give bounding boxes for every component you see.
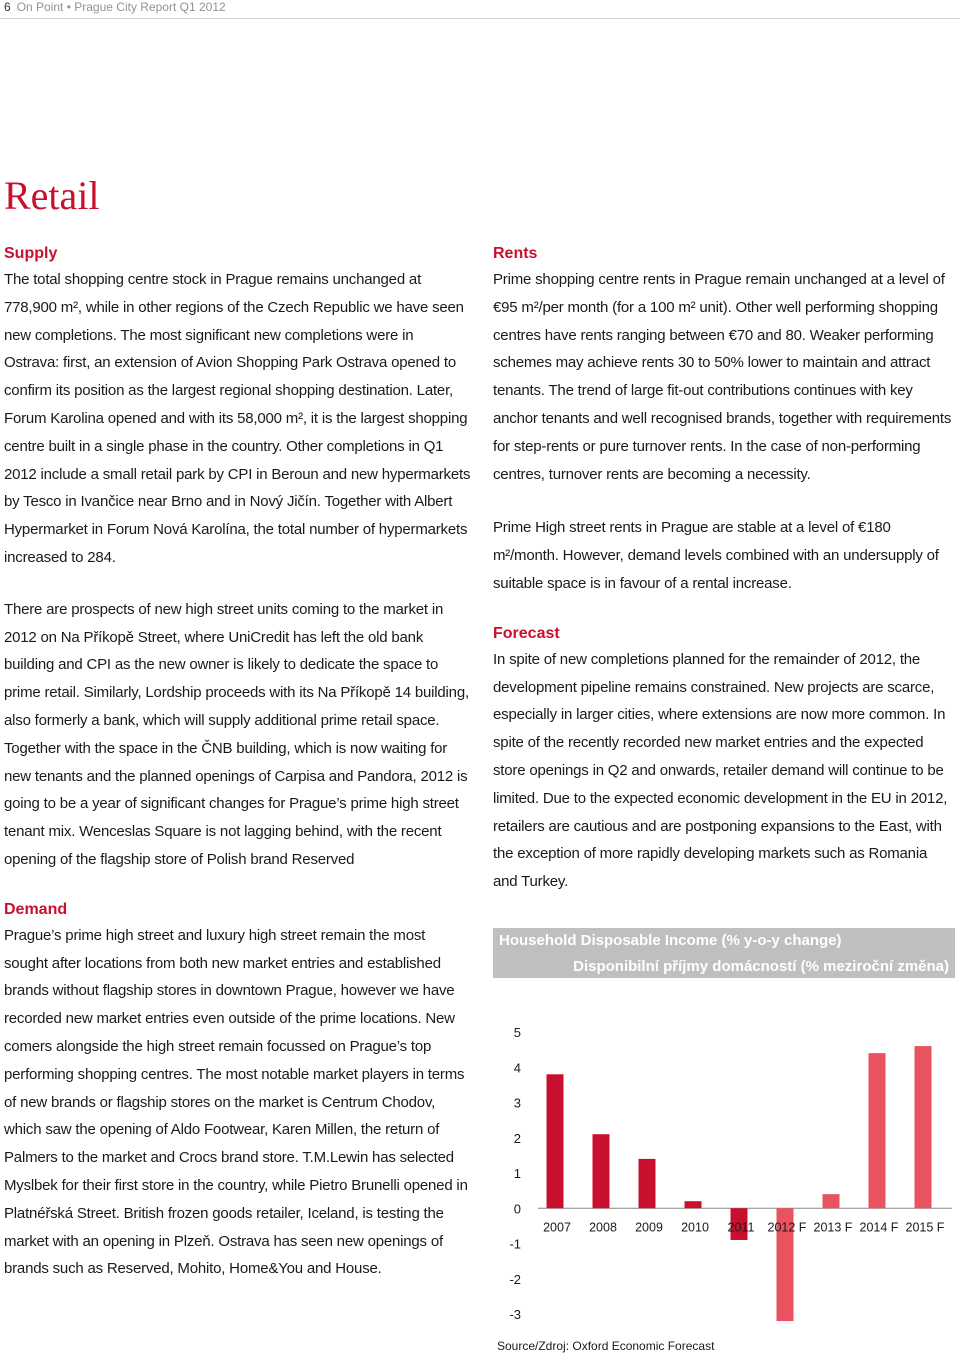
y-tick-label: 3 [513,1095,521,1111]
demand-paragraph: Prague’s prime high street and luxury high street remain the most sought after locations from both new market entries and established brands without flagship stores in downtown Prague, however we have recorded new market entries even outside of the prime locations. New comers alongside the high street remain focussed on Prague’s top performing shopping centres. The most notable market players in terms of new brands or flagship stores on the market is Centrum Chodov, which saw the opening of Aldo Footwear, Karen Millen, the return of Palmers to the market and Crocs brand store. T.M.Lewin has selected Myslbek for their first store in the country, while Pietro Brunelli opened in Platnéřská Street. British frozen goods retailer, Iceland, is testing the market with an opening in Plzeň. Ostrava has seen new openings of brands such as Reserved, Mohito, Home&You and House. [4,926,468,1278]
chart-source: Source/Zdroj: Oxford Economic Forecast [497,1339,715,1353]
bar [685,1201,702,1208]
bar [823,1194,840,1208]
supply-paragraph-1: The total shopping centre stock in Prague remains unchanged at 778,900 m², while in other regions of the Czech Republic we have seen new completions. The most significant new completions were in Ostrava: first, an extension of Avion Shopping Park Ostrava opened to confirm its position as the largest regional shopping destination. Later, Forum Karolina opened and with its 58,000 m², it is the largest shopping centre built in a single phase in the country. Other completions in Q1 2012 include a small retail park by CPI in Beroun and new hypermarkets by Tesco in Ivančice near Brno and in Nový Jičín. Together with Albert Hypermarket in Forum Nová Karolína, the total number of hypermarkets increased to 284. [4,271,471,566]
y-tick-label: -3 [509,1307,521,1322]
y-tick-label: 2 [513,1130,521,1146]
chart-title: Household Disposable Income (% y-o-y change) [499,932,842,949]
x-tick-label: 2007 [543,1220,571,1235]
bar [915,1046,932,1208]
x-tick-label: 2015 F [905,1220,945,1235]
y-tick-label: 0 [513,1201,521,1217]
forecast-paragraph: In spite of new completions planned for the remainder of 2012, the development pipeline remains constrained. New projects are scarce, especially in larger cities, where extensions are now more common. In spite of the recently recorded new market entries and the expected store openings in Q2 and onwards, retailer demand will continue to be limited. Due to the expected economic development in the EU in 2012, retailers are cautious and are postponing expansions to the East, with the exception of more rapidly developing markets such as Romania and Turkey. [493,650,948,891]
right-column [493,242,955,896]
running-title: On Point • Prague City Report Q1 2012 [16,0,226,14]
x-tick-label: 2009 [635,1220,663,1235]
page-title: Retail [4,173,100,218]
bar [869,1053,886,1208]
running-header [4,0,226,14]
supply-heading: Supply [4,245,58,262]
x-tick-label: 2013 F [813,1220,853,1235]
y-tick-label: 5 [513,1025,521,1040]
chart-plot [493,978,955,1338]
header-divider [0,18,960,19]
page-number: 6 [4,0,11,14]
bar [547,1074,564,1208]
x-tick-label: 2012 F [767,1220,807,1235]
bar [593,1134,610,1208]
y-tick-label: 4 [513,1060,521,1076]
left-column [4,242,472,1283]
y-tick-label: 1 [513,1166,521,1181]
forecast-heading: Forecast [493,624,560,642]
y-tick-label: -2 [509,1271,521,1287]
x-tick-label: 2014 F [859,1220,899,1235]
x-tick-label: 2011 [727,1220,755,1235]
rents-paragraph-1: Prime shopping centre rents in Prague remain unchanged at a level of €95 m²/per month (for a 100 m² unit). Other well performing shopping centres have rents ranging between €70 and 80. Weaker performing schemes may achieve rents 30 to 50% lower to maintain and attract tenants. The trend of large fit-out contributions continues with key anchor tenants and well recognised brands, together with requirements for step-rents or pure turnover rents. In the case of non-performing centres, turnover rents are becoming a necessity. [493,271,952,483]
y-tick-label: -1 [509,1236,521,1252]
rents-heading: Rents [493,245,538,262]
chart-subtitle: Disponibilní příjmy domácností (% meziroční změna) [573,958,949,975]
income-chart [493,928,955,1360]
x-tick-label: 2010 [681,1220,709,1235]
demand-heading: Demand [4,900,68,918]
x-tick-label: 2008 [589,1220,617,1235]
chart-header [493,928,955,978]
bar [639,1159,656,1208]
supply-paragraph-2: There are prospects of new high street units coming to the market in 2012 on Na Příkopě Street, where UniCredit has left the old bank building and CPI as the new owner is likely to dedicate the space to prime retail. Similarly, Lordship proceeds with its Na Příkopě 14 building, also formerly a bank, which will supply additional prime retail space. Together with the space in the ČNB building, which is now waiting for new tenants and the planned openings of Carpisa and Pandora, 2012 is going to be a year of significant changes for Prague’s prime high street tenant mix. Wenceslas Square is not lagging behind, with the recent opening of the flagship store of Polish brand Reserved [4,600,469,868]
rents-paragraph-2: Prime High street rents in Prague are stable at a level of €180 m²/month. However, demand levels combined with an undersupply of suitable space is in favour of a rental increase. [493,519,939,592]
